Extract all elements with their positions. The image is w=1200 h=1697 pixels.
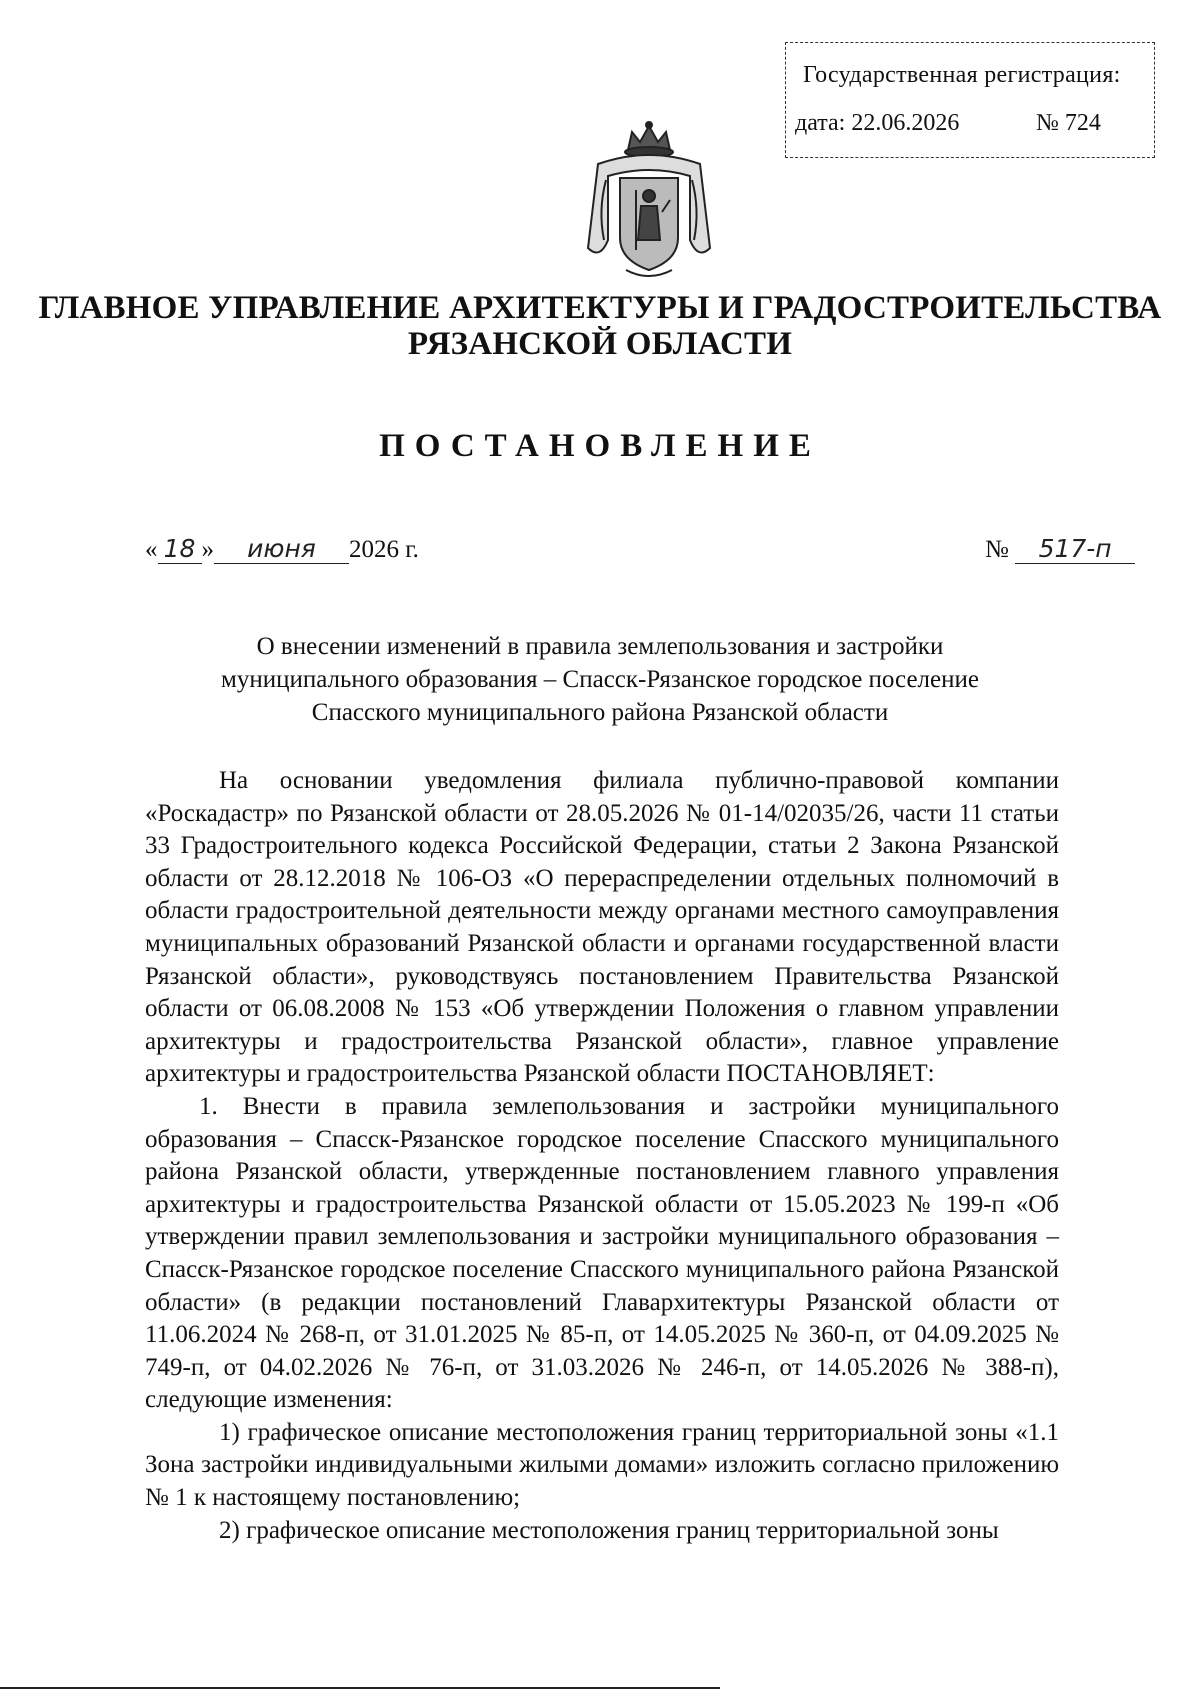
organization-name-line2: РЯЗАНСКОЙ ОБЛАСТИ (407, 326, 793, 362)
date-close-quote: » (201, 536, 214, 563)
coat-of-arms-icon (578, 120, 720, 282)
organization-name-line1: ГЛАВНОЕ УПРАВЛЕНИЕ АРХИТЕКТУРЫ И ГРАДОСТРОИТЕЛЬСТВА (38, 290, 1162, 326)
date-open-quote: « (145, 536, 158, 563)
subject-line: Спасского муниципального района Рязанской области (311, 699, 889, 726)
subject-line: муниципального образования – Спасск-Рязанское городское поселение (221, 666, 979, 693)
document-body (145, 765, 1059, 1547)
registration-number: № 724 (1036, 110, 1101, 136)
handwritten-number: 517-п (1015, 534, 1135, 564)
document-number (985, 534, 1135, 564)
number-label: № (985, 536, 1009, 563)
body-paragraph-subitem-1: 1) графическое описание местоположения границ территориальной зоны «1.1 Зона застройки индивидуальными жилыми домами» изложить согласно приложению № 1 к настоящему постановлению; (145, 1418, 1059, 1512)
registration-date: дата: 22.06.2026 (795, 110, 960, 136)
date-year: 2026 г. (349, 536, 419, 563)
handwritten-month: июня (214, 534, 349, 564)
document-type: ПОСТАНОВЛЕНИЕ (379, 428, 821, 464)
body-paragraph-preamble: На основании уведомления филиала публично-правовой компании «Роскадастр» по Рязанской области от 28.05.2026 № 01-14/02035/26, части 11 статьи 33 Градостроительного кодекса Российской Федерации, статьи 2 Закона Рязанской области от 28.12.2018 № 106-ОЗ «О перераспределении отдельных полномочий в области градостроительной деятельности между органами местного самоуправления муниципальных образований Рязанской области и органами государственной власти Рязанской области», руководствуясь постановлением Правительства Рязанской области от 06.08.2008 № 153 «Об утверждении Положения о главном управлении архитектуры и градостроительства Рязанской области», главное управление архитектуры и градостроительства Рязанской области ПОСТАНОВЛЯЕТ: (145, 767, 1059, 1088)
page-bottom-divider (0, 1687, 720, 1689)
document-date (145, 534, 419, 564)
document-subject (140, 630, 1060, 729)
body-paragraph-item-1: 1. Внести в правила землепользования и застройки муниципального образования – Спасск-Рязанское городское поселение Спасского муниципального района Рязанской области, утвержденные постановлением главного управления архитектуры и градостроительства Рязанской области от 15.05.2023 № 199-п «Об утверждении правил землепользования и застройки муниципального образования – Спасск-Рязанское городское поселение Спасского муниципального района Рязанской области» (в редакции постановлений Главархитектуры Рязанской области от 11.06.2024 № 268-п, от 31.01.2025 № 85-п, от 14.05.2025 № 360-п, от 04.09.2025 № 749-п, от 04.02.2026 № 76-п, от 31.03.2026 № 246-п, от 14.05.2026 № 388-п), следующие изменения: (145, 1092, 1059, 1414)
registration-stamp-box (785, 42, 1155, 158)
handwritten-day: 18 (158, 534, 202, 564)
registration-title: Государственная регистрация: (803, 62, 1121, 88)
body-paragraph-subitem-2: 2) графическое описание местоположения границ территориальной зоны (219, 1516, 999, 1544)
subject-line: О внесении изменений в правила землепользования и застройки (256, 633, 944, 660)
